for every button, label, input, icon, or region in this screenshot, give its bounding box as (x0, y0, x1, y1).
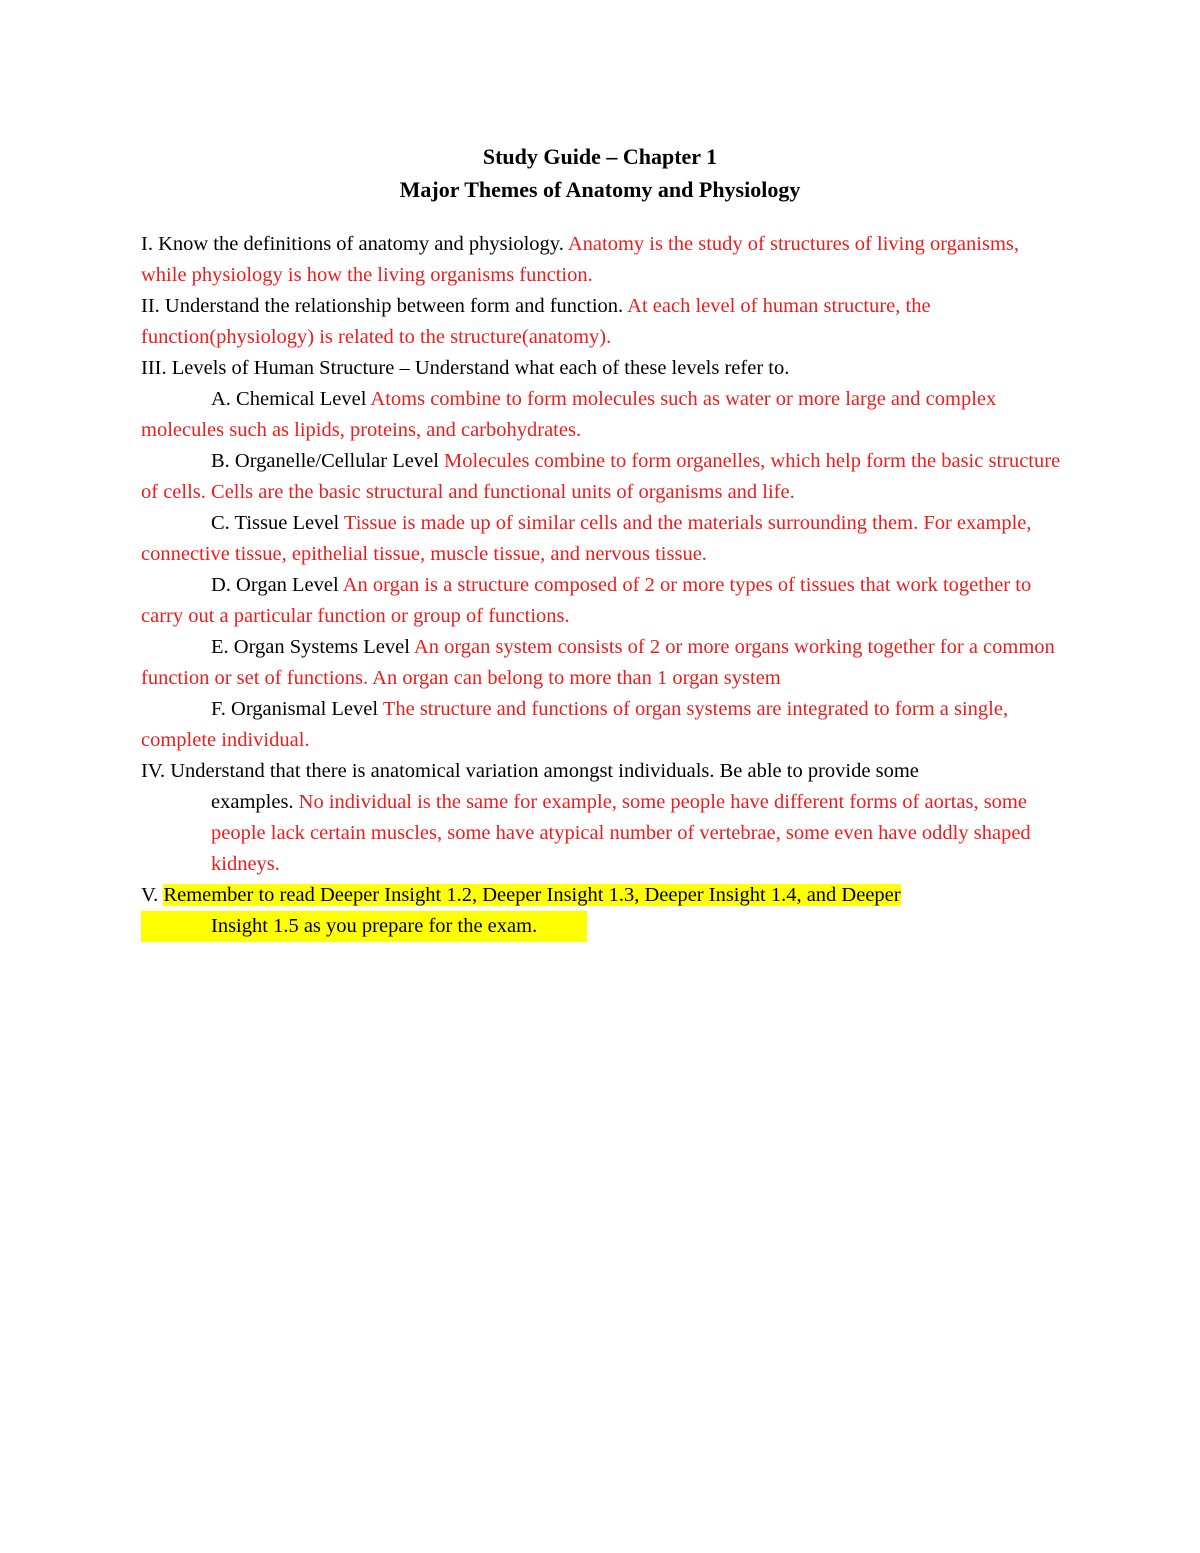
level-organ-systems (141, 632, 1061, 694)
section-2-prompt: II. Understand the relationship between form and function. (141, 295, 628, 317)
section-4-prompt-line-2: examples. (211, 791, 299, 813)
level-cellular (141, 446, 1061, 508)
section-5-line-2 (141, 911, 587, 942)
section-1-answer: Anatomy is the study of structures of living organisms, while physiology is how the living organisms function. (141, 233, 1019, 286)
document-body (141, 229, 1061, 942)
level-chemical (141, 384, 1061, 446)
level-answer: The structure and functions of organ systems are integrated to form a single, complete individual. (141, 698, 1009, 751)
section-3 (141, 353, 1061, 384)
level-answer: Molecules combine to form organelles, which help form the basic structure of cells. Cells are the basic structural and functional units of organisms and life. (141, 450, 1061, 503)
document-title (0, 140, 1200, 206)
level-label: D. Organ Level (211, 574, 343, 596)
title-line-2: Major Themes of Anatomy and Physiology (399, 177, 801, 202)
level-label: C. Tissue Level (211, 512, 344, 534)
section-5-highlight-2-wrap (141, 911, 587, 942)
section-4-answer: No individual is the same for example, some people have different forms of aortas, some people lack certain muscles, some have atypical number of vertebrae, some even have oddly shaped kidneys. (211, 791, 1031, 875)
title-line-1: Study Guide – Chapter 1 (482, 144, 718, 169)
section-3-prompt: III. Levels of Human Structure – Understand what each of these levels refer to. (141, 357, 790, 379)
level-organismal (141, 694, 1061, 756)
level-label: E. Organ Systems Level (211, 636, 414, 658)
section-1-prompt: I. Know the definitions of anatomy and physiology. (141, 233, 568, 255)
section-5-line-1 (141, 880, 1061, 911)
level-tissue (141, 508, 1061, 570)
level-label: F. Organismal Level (211, 698, 383, 720)
level-label: A. Chemical Level (211, 388, 371, 410)
level-answer: Tissue is made up of similar cells and the materials surrounding them. For example, connective tissue, epithelial tissue, muscle tissue, and nervous tissue. (141, 512, 1032, 565)
section-4 (141, 756, 1061, 880)
level-answer: An organ is a structure composed of 2 or more types of tissues that work together to carry out a particular function or group of functions. (141, 574, 1032, 627)
section-2 (141, 291, 1061, 353)
section-4-continuation (141, 787, 1061, 880)
level-label: B. Organelle/Cellular Level (211, 450, 445, 472)
section-5-highlight-2: Insight 1.5 as you prepare for the exam. (211, 915, 538, 937)
section-5-highlight-1: Remember to read Deeper Insight 1.2, Deeper Insight 1.3, Deeper Insight 1.4, and Deeper (163, 884, 901, 906)
level-organ (141, 570, 1061, 632)
section-4-prompt-line-1: IV. Understand that there is anatomical variation amongst individuals. Be able to provide some (141, 760, 919, 782)
section-2-answer: At each level of human structure, the function(physiology) is related to the structure(anatomy). (141, 295, 931, 348)
section-5 (141, 880, 1061, 942)
section-5-label: V. (141, 884, 164, 906)
section-1 (141, 229, 1061, 291)
level-answer: Atoms combine to form molecules such as water or more large and complex molecules such as lipids, proteins, and carbohydrates. (141, 388, 997, 441)
level-answer: An organ system consists of 2 or more organs working together for a common function or set of functions. An organ can belong to more than 1 organ system (141, 636, 1055, 689)
